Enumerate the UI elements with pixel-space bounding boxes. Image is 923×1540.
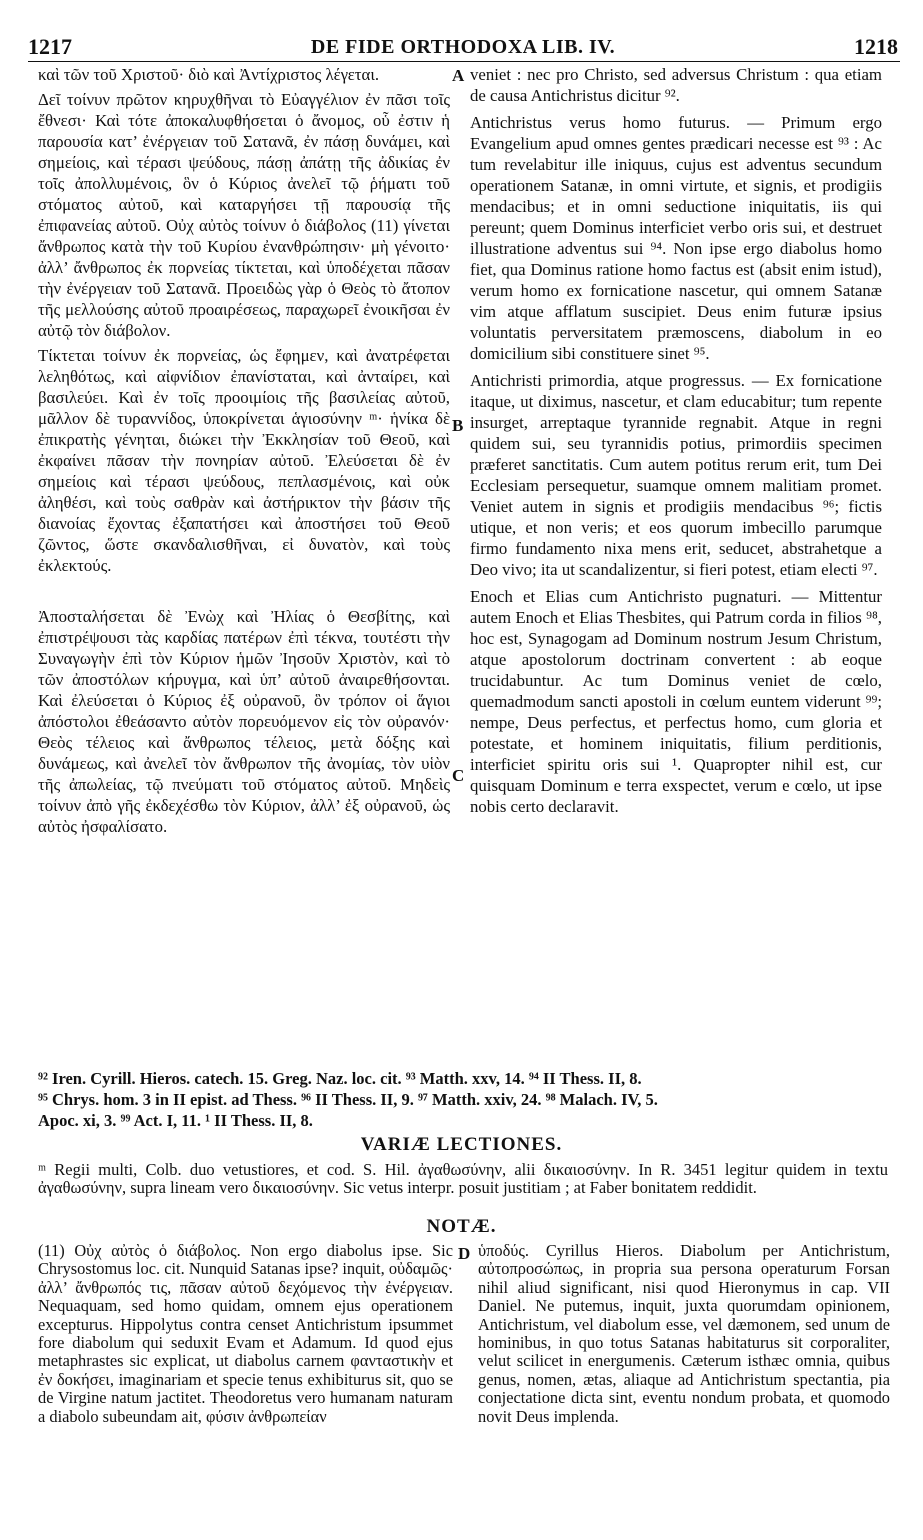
page-number-left: 1217 xyxy=(28,34,72,59)
margin-letter-b: B xyxy=(452,416,464,435)
variae-heading: VARIÆ LECTIONES. xyxy=(360,1134,563,1155)
greek-paragraph: καὶ τῶν τοῦ Χριστοῦ· διὸ καὶ Ἀντίχριστος λέγεται. xyxy=(38,65,380,84)
notae-text: (11) Οὐχ αὐτὸς ὁ διάβολος. Non ergo diabolus ipse. Sic Chrysostomus loc. cit. Nunquid Satanas ipse? inquit, οὐδαμῶς· ἀλλ’ ἄνθρωπός τις, πᾶσαν αὐτοῦ δεχόμενος τὴν ἐνέργειαν. Nequaquam, sed homo quidam, omnem ejus operationem excepturus. Hippolytus contra censet Antichristum ipsummet fore diabolum qui seduxit Evam et Adamum. Id quod ejus metaphrastes sic explicat, ut diabolus carnem φανταστικὴν et ἐν δοκήσει, imaginariam et specie tenus exhibiturus sit, quo se de Virgine natum jactitet. Theodoretus vero humanam naturam a diabolo subeundam ait, φύσιν ἀνθρωπείαν xyxy=(38,1241,453,1426)
variae-text: ᵐ Regii multi, Colb. duo vetustiores, et cod. S. Hil. ἀγαθωσύνην, alii δικαιοσύνην. In R. 3451 legitur quidem in textu ἀγαθωσύνην, supra lineam vero δικαιοσύνην. Sic vetus interpr. posuit justitiam ; at Faber bonitatem reddidit. xyxy=(38,1160,888,1197)
footnote-line: ⁹⁵ Chrys. hom. 3 in II epist. ad Thess. ⁹⁶ II Thess. II, 9. ⁹⁷ Matth. xxiv, 24. ⁹⁸ Malach. IV, 5. xyxy=(38,1090,658,1109)
header-rule xyxy=(28,61,900,62)
latin-paragraph: Enoch et Elias cum Antichristo pugnaturi. — Mittentur autem Enoch et Elias Thesbites, qui Patrum corda in filios ⁹⁸, hoc est, Synagogam ad Dominum nostrum Jesum Christum, atque apostolorum doctrinam convertent : ab eoque trucidabuntur. Ac tum Dominus veniet de cœlo, quemadmodum sancti apostoli in cœlum euntem viderunt ⁹⁹; nempe, Deus perfectus, et perfectus homo, cum gloria et potestate, et hominem iniquitatis, filium perditionis, interficiet spiritu oris sui ¹. Quapropter nihil est, cur quisquam Dominum e terra exspectet, verum e cœlo, ut ipse nobis certo declaravit. xyxy=(470,587,882,816)
notae-right-column xyxy=(478,1242,890,1426)
latin-paragraph: Antichristi primordia, atque progressus. — Ex fornicatione itaque, ut diximus, nascetur, et clam educabitur; tum repente insurget, arreptaque tyrannide regnabit. Atque in regni quidem sui, seu tyrannidis potius, primordiis specimen præferet sanctitatis. Cum autem potitus rerum erit, tum Dei Ecclesiam persequetur, suamque omnem malitiam promet. Veniet autem in signis et prodigiis mendacibus ⁹⁶; fictis utique, et non veris; et eos quorum imbecillo parumque firmo fundamento nixa mens erit, seducet, abstrahetque a Deo vivo; ita ut scandalizentur, si fieri potest, etiam electi ⁹⁷. xyxy=(470,371,882,579)
greek-paragraph: Τίκτεται τοίνυν ἐκ πορνείας, ὡς ἔφημεν, καὶ ἀνατρέφεται λεληθότως, καὶ αἰφνίδιον ἐπανίσταται, καὶ ἀνταίρει, καὶ βασιλεύει. Καὶ ἐν τοῖς προοιμίοις τῆς βασιλείας αὐτοῦ, μᾶλλον δὲ τυραννίδος, ὑποκρίνεται ἁγιοσύνην ᵐ· ἡνίκα δὲ ἐπικρατὴς γένηται, διώκει τὴν Ἐκκλησίαν τοῦ Θεοῦ, καὶ ἐκφαίνει πᾶσαν τὴν πονηρίαν αὐτοῦ. Ἐλεύσεται δὲ ἐν σημείοις καὶ τέρασι ψεύδους, πεπλασμένοις, καὶ οὐκ ἀληθέσι, καὶ τοὺς σαθρὰν καὶ ἀστήρικτον τὴν βάσιν τῆς διανοίας ἔχοντας ἐξαπατήσει καὶ ἀποστήσει τοῦ Θεοῦ ζῶντος, ὥστε σκανδαλισθῆναι, εἰ δυνατὸν, καὶ τοὺς ἐκλεκτούς. xyxy=(38,346,450,575)
margin-letter-d: D xyxy=(458,1244,471,1263)
margin-letter-a: A xyxy=(452,66,465,85)
footnote-line: ⁹² Iren. Cyrill. Hieros. catech. 15. Greg. Naz. loc. cit. ⁹³ Matth. xxv, 14. ⁹⁴ II Thess. II, 8. xyxy=(38,1069,642,1088)
greek-paragraph: Δεῖ τοίνυν πρῶτον κηρυχθῆναι τὸ Εὐαγγέλιον ἐν πᾶσι τοῖς ἔθνεσι· Καὶ τότε ἀποκαλυφθήσεται ὁ ἄνομος, οὗ ἐστιν ἡ παρουσία κατ’ ἐνέργειαν τοῦ Σατανᾶ, ἐν πάσῃ δυνάμει, καὶ σημείοις, καὶ τέρασι ψεύδους, πάσῃ ἀπάτῃ τῆς ἀδικίας ἐν τοῖς ἀπολλυμένοις, ὃν ὁ Κύριος ἀνελεῖ τῷ ῥήματι τοῦ στόματος αὐτοῦ, καὶ καταργήσει τῇ παρουσίᾳ τῆς ἐπιφανείας αὐτοῦ. Οὐχ αὐτὸς τοίνυν ὁ διάβολος (11) γίνεται ἄνθρωπος κατὰ τὴν τοῦ Κυρίου ἐνανθρώπησιν· μὴ γένοιτο· ἀλλ’ ἄνθρωπος ἐκ πορνείας τίκτεται, καὶ ὑποδέχεται πᾶσαν τὴν ἐνέργειαν τοῦ Σατανᾶ. Προειδὼς γὰρ ὁ Θεὸς τὸ ἄτοπον τῆς μελλούσης αὐτοῦ προαιρέσεως, παραχωρεῖ ἐνοικῆσαι ἐν αὐτῷ τὸν διάβολον. xyxy=(38,90,450,340)
greek-column xyxy=(38,64,450,837)
notae-heading: NOTÆ. xyxy=(426,1216,497,1237)
notae-left-column xyxy=(38,1242,453,1426)
footnote-line: Apoc. xi, 3. ⁹⁹ Act. I, 11. ¹ II Thess. II, 8. xyxy=(38,1111,313,1130)
margin-letter-c: C xyxy=(452,766,465,785)
latin-paragraph: veniet : nec pro Christo, sed adversus Christum : qua etiam de causa Antichristus dicitur ⁹². xyxy=(470,65,882,105)
running-title: DE FIDE ORTHODOXA LIB. IV. xyxy=(310,36,616,58)
latin-column xyxy=(470,64,882,817)
notae-text: ὑποδύς. Cyrillus Hieros. Diabolum per Antichristum, αὐτοπροσώπως, in propria sua persona operaturum Forsan nihil aliud significant, nisi quod Hieronymus in cap. VII Daniel. Ne putemus, inquit, juxta quorumdam opinionem, Antichristum, vel diabolum esse, vel dæmonem, sed unum de hominibus, in quo totus Satanas habitaturus sit corporaliter, velut scilicet in energumenis. Cæterum isthæc omnia, quibus genus, nomen, ætas, aliaque ad Antichristum spectantia, pia conjectatione dicta sint, eventu nondum probata, et quomodo novit Deus implenda. xyxy=(478,1241,890,1426)
page-number-right: 1218 xyxy=(854,34,898,59)
running-header xyxy=(28,34,898,58)
latin-paragraph: Antichristus verus homo futurus. — Primum ergo Evangelium apud omnes gentes prædicari necesse est ⁹³ : Ac tum revelabitur ille iniquus, cujus est adventus secundum operationem Satanæ, in omni virtute, et signis, et prodigiis mendacibus; et in omni seductione iniquitatis, iis qui pereunt; quem Dominus interficiet verbo oris sui, et destruet illustratione adventus sui ⁹⁴. Non ipse ergo diabolus homo fiet, qua Dominus ratione homo factus est (absit enim istud), verum homo ex fornicatione nascetur, qui omnem Satanæ vim atque afflatum suscipiet. Deus enim futuræ ipsius voluntatis perversitatem præmoscens, diabolum in eo domicilium sibi constituere sinet ⁹⁵. xyxy=(470,113,882,363)
greek-paragraph: Ἀποσταλήσεται δὲ Ἐνὼχ καὶ Ἠλίας ὁ Θεσβίτης, καὶ ἐπιστρέψουσι τὰς καρδίας πατέρων ἐπὶ τέκνα, τουτέστι τὴν Συναγωγὴν ἐπὶ τὸν Κύριον ἡμῶν Ἰησοῦν Χριστὸν, καὶ τὸ τῶν ἀποστόλων κήρυγμα, καὶ ὑπ’ αὐτοῦ ἀναιρεθήσονται. Καὶ ἐλεύσεται ὁ Κύριος ἐξ οὐρανοῦ, ὃν τρόπον οἱ ἅγιοι ἀπόστολοι ἐθεάσαντο αὐτὸν πορευόμενον εἰς τὸν οὐρανόν· Θεὸς τέλειος καὶ ἄνθρωπος τέλειος, μετὰ δόξης καὶ δυνάμεως, καὶ ἀνελεῖ τὸν ἄνθρωπον τῆς ἀνομίας, τὸν υἱὸν τῆς ἀπωλείας, τῷ πνεύματι τοῦ στόματος αὐτοῦ. Μηδεὶς τοίνυν ἀπὸ γῆς ἐκδεχέσθω τὸν Κύριον, ἀλλ’ ἐξ οὐρανοῦ, ὡς αὐτὸς ἠσφαλίσατο. xyxy=(38,607,450,836)
footnotes xyxy=(38,1068,888,1131)
variae-lectiones xyxy=(38,1161,888,1197)
